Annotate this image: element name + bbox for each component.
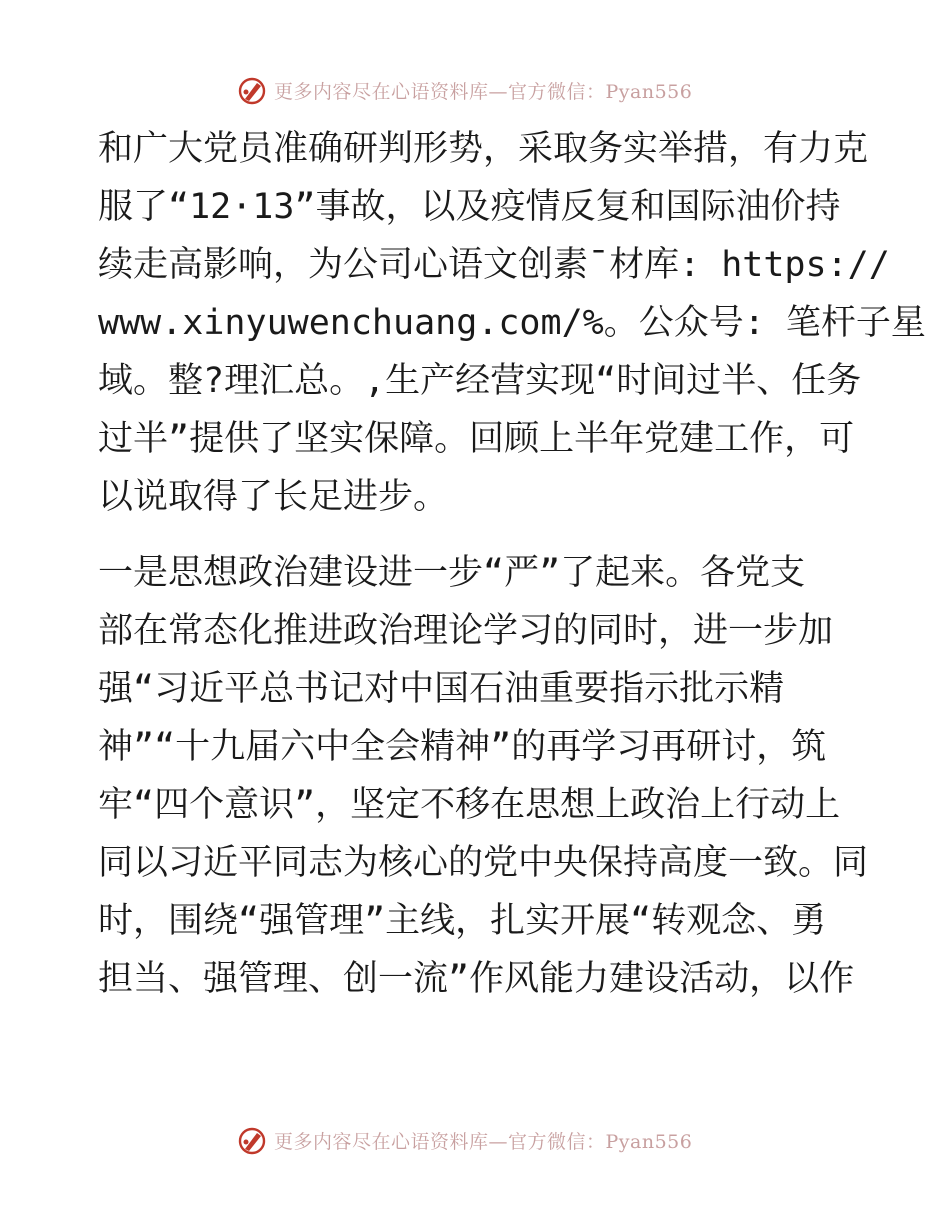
paragraph-spacer bbox=[98, 526, 858, 544]
header-banner-text: 更多内容尽在心语资料库—官方微信：Pyan556 bbox=[274, 80, 693, 103]
text-line: 担当、强管理、创一流”作风能力建设活动，以作 bbox=[98, 959, 855, 999]
text-line: 时，围绕“强管理”主线，扎实开展“转观念、勇 bbox=[98, 901, 827, 941]
pen-circle-logo-icon bbox=[236, 1124, 268, 1156]
body-text bbox=[98, 120, 926, 1008]
pen-circle-logo-icon bbox=[236, 74, 268, 106]
text-line: 一是思想政治建设进一步“严”了起来。各党支 bbox=[98, 553, 806, 593]
footer-banner-text: 更多内容尽在心语资料库—官方微信：Pyan556 bbox=[274, 1130, 693, 1153]
footer-banner bbox=[236, 1122, 716, 1158]
paragraph bbox=[98, 544, 869, 1008]
text-line: 部在常态化推进政治理论学习的同时，进一步加 bbox=[98, 611, 834, 651]
text-line: www.xinyuwenchuang.com/%。公众号: 笔杆子星 bbox=[98, 303, 926, 343]
text-line: 同以习近平同志为核心的党中央保持高度一致。同 bbox=[98, 843, 869, 883]
text-line: 服了“12·13”事故，以及疫情反复和国际油价持 bbox=[98, 187, 841, 227]
text-line: 以说取得了长足进步。 bbox=[98, 477, 449, 517]
text-line: 续走高影响，为公司心语文创素¯材库: https:// bbox=[98, 245, 890, 285]
text-line: 过半”提供了坚实保障。回顾上半年党建工作，可 bbox=[98, 419, 855, 459]
text-line: 域。整?理汇总。,生产经营实现“时间过半、任务 bbox=[98, 361, 862, 401]
text-line: 和广大党员准确研判形势，采取务实举措，有力克 bbox=[98, 129, 869, 169]
text-line: 牢“四个意识”，坚定不移在思想上政治上行动上 bbox=[98, 785, 841, 825]
text-line: 强“习近平总书记对中国石油重要指示批示精 bbox=[98, 669, 785, 709]
header-banner bbox=[236, 72, 716, 108]
text-line: 神”“十九届六中全会精神”的再学习再研讨，筑 bbox=[98, 727, 827, 767]
paragraph bbox=[98, 120, 926, 526]
